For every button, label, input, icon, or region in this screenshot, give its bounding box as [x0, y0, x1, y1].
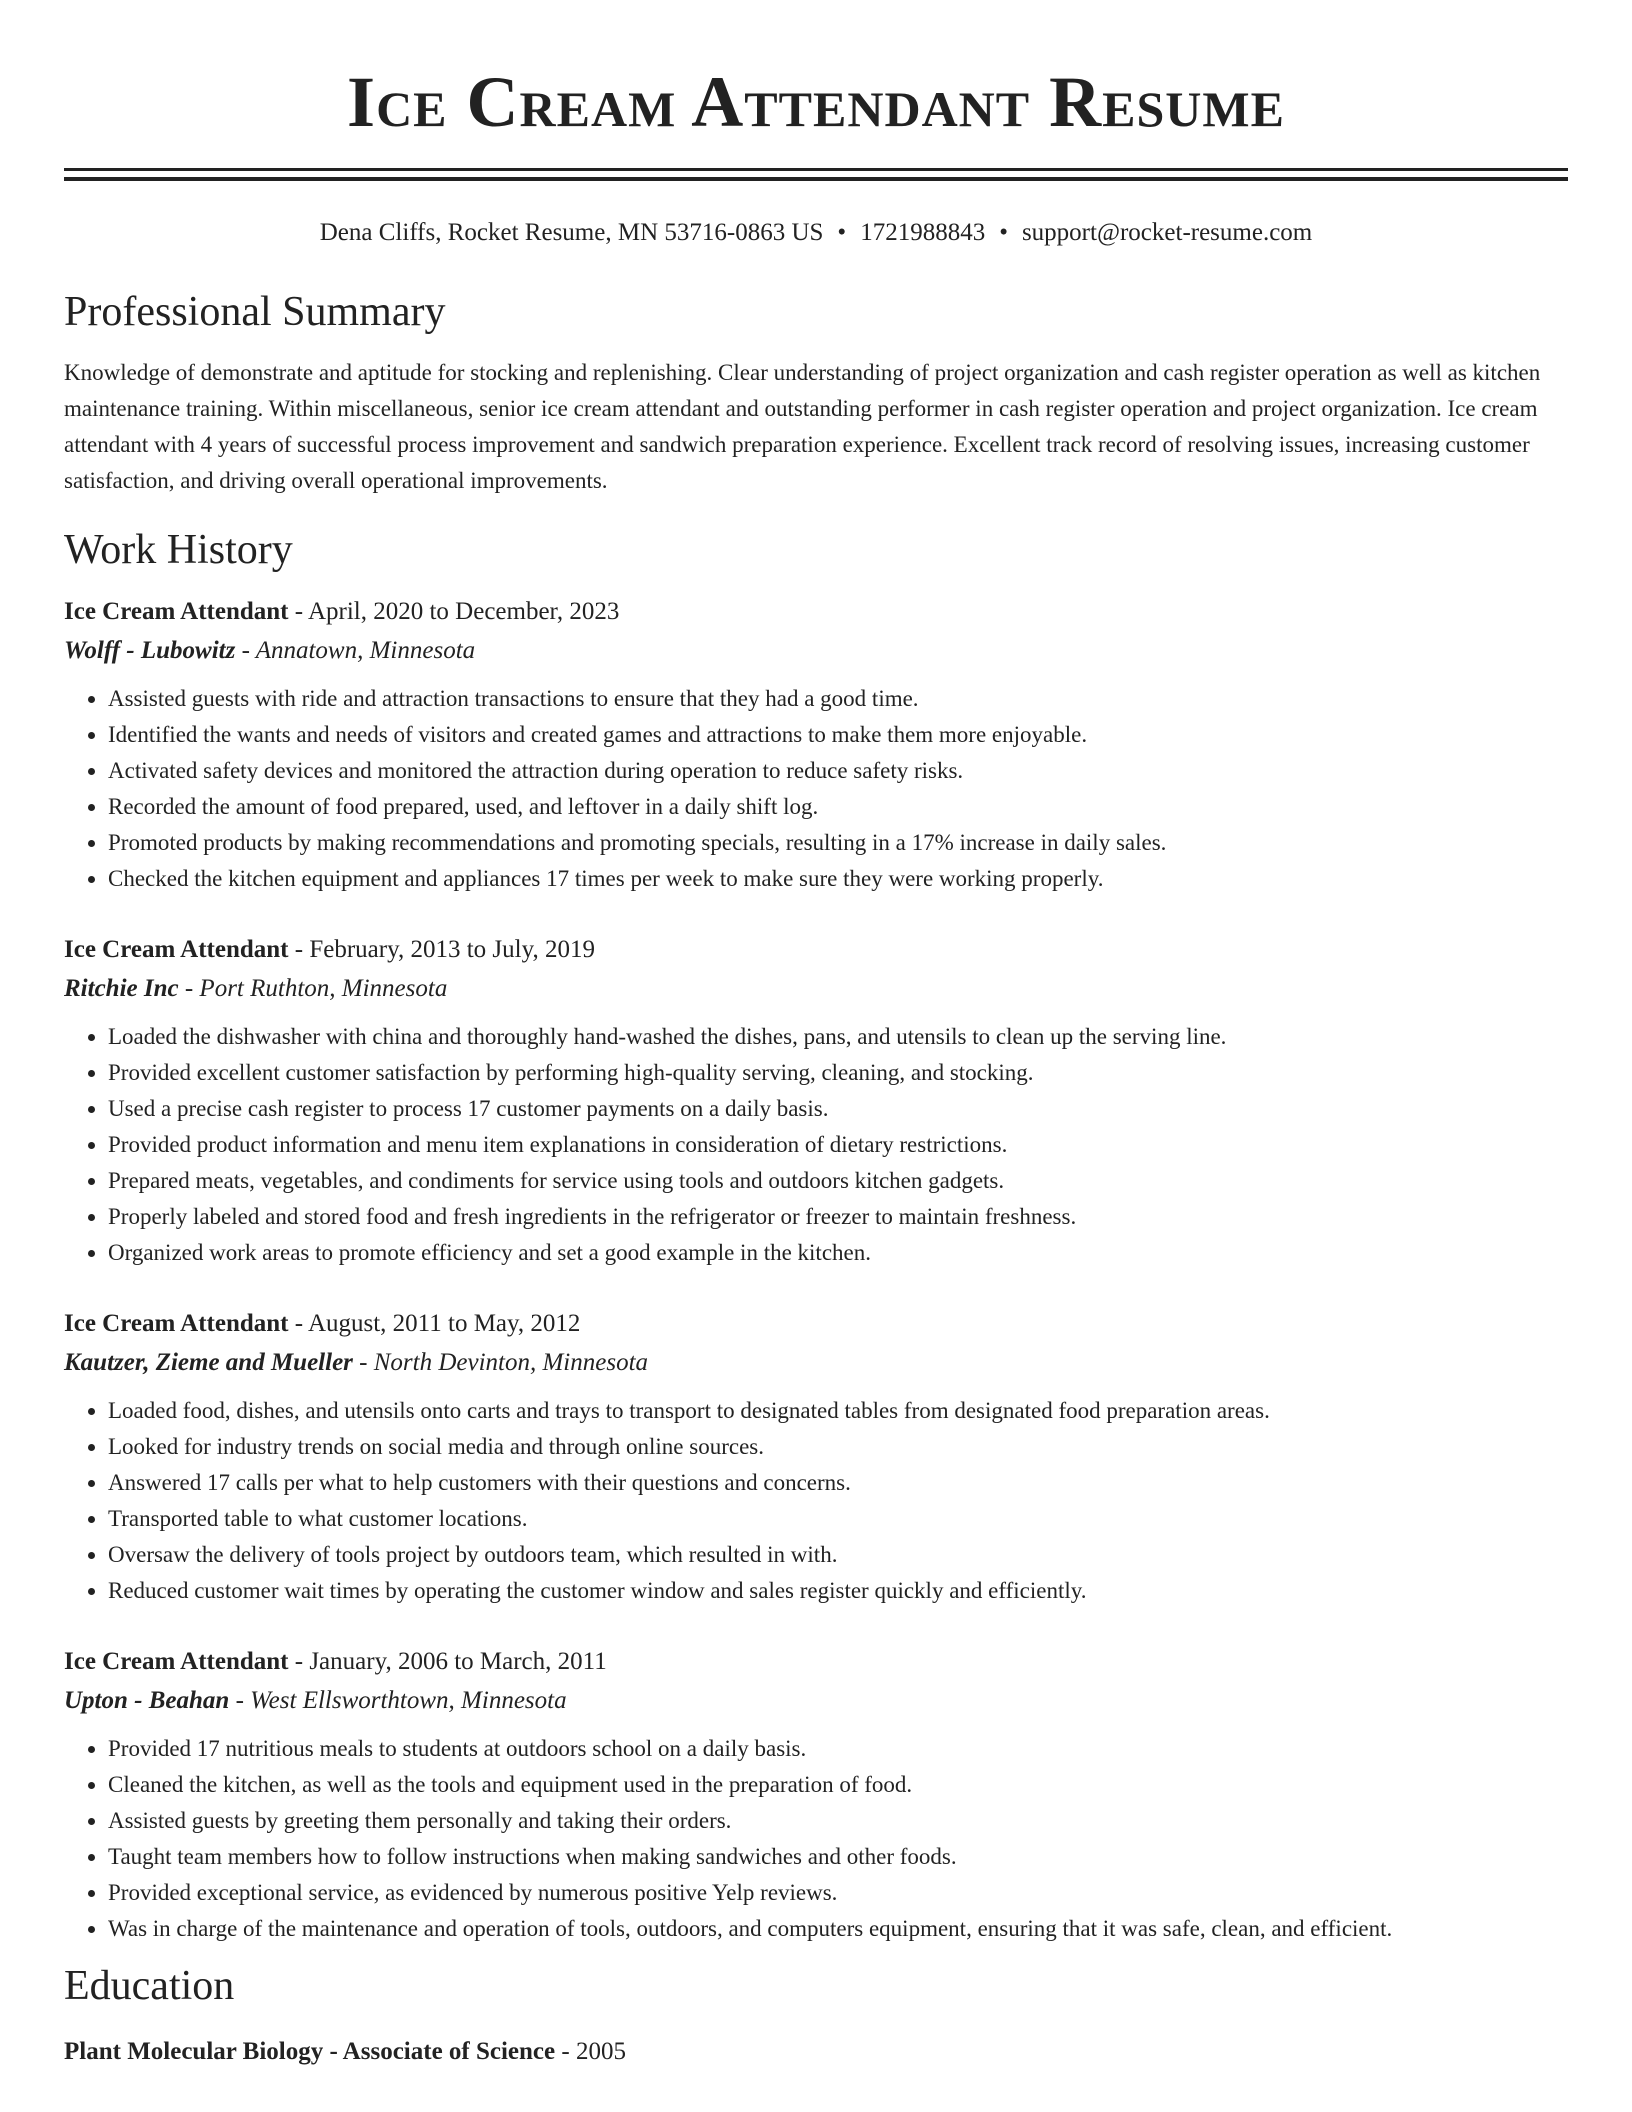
job-location: - North Devinton, Minnesota — [352, 1349, 649, 1376]
title-rule-top — [64, 168, 1568, 171]
job-bullet: • Cleaned the kitchen, as well as the tools and equipment used in the preparation of food. — [108, 1767, 1568, 1803]
resume-page — [64, 0, 1568, 2071]
job-title-line — [64, 1643, 1568, 1681]
job-title-line — [64, 931, 1568, 969]
contact-phone: 1721988843 — [860, 219, 986, 246]
job-company-line — [64, 1681, 1568, 1721]
job-bullet: • Looked for industry trends on social media and through online sources. — [108, 1429, 1568, 1465]
job-entry — [64, 1305, 1568, 1609]
job-dates: - August, 2011 to May, 2012 — [288, 1310, 581, 1337]
job-bullet: • Organized work areas to promote efficiency and set a good example in the kitchen. — [108, 1235, 1568, 1271]
job-bullet: • Loaded the dishwasher with china and thoroughly hand-washed the dishes, pans, and utensils to clean up the serving line. — [108, 1019, 1568, 1055]
job-company: Wolff - Lubowitz — [64, 637, 236, 664]
job-bullet: • Was in charge of the maintenance and operation of tools, outdoors, and computers equipment, ensuring that it was safe, clean, and efficient. — [108, 1911, 1568, 1947]
job-bullet: • Assisted guests by greeting them personally and taking their orders. — [108, 1803, 1568, 1839]
job-bullet: • Used a precise cash register to process 17 customer payments on a daily basis. — [108, 1091, 1568, 1127]
job-bullets — [64, 681, 1568, 897]
job-bullet: • Answered 17 calls per what to help customers with their questions and concerns. — [108, 1465, 1568, 1501]
job-bullet: • Provided exceptional service, as evidenced by numerous positive Yelp reviews. — [108, 1875, 1568, 1911]
job-bullet: • Checked the kitchen equipment and appliances 17 times per week to make sure they were working properly. — [108, 861, 1568, 897]
job-company-line — [64, 631, 1568, 671]
job-dates: - April, 2020 to December, 2023 — [288, 598, 620, 625]
job-bullet: • Loaded food, dishes, and utensils onto carts and trays to transport to designated tables from designated food preparation areas. — [108, 1393, 1568, 1429]
job-company: Kautzer, Zieme and Mueller — [64, 1349, 353, 1376]
job-bullet: • Transported table to what customer locations. — [108, 1501, 1568, 1537]
summary-text: Knowledge of demonstrate and aptitude for stocking and replenishing. Clear understanding of project organization and cash register operation as well as kitchen maintenance training. Within miscellaneous, senior ice cream attendant and outstanding performer in cash register operation and project organization. Ice cream attendant with 4 years of successful process improvement and sandwich preparation experience. Excellent track record of resolving issues, increasing customer satisfaction, and driving overall operational improvements. — [64, 360, 1541, 493]
job-dates: - February, 2013 to July, 2019 — [288, 936, 595, 963]
job-bullets — [64, 1019, 1568, 1271]
contact-address: Dena Cliffs, Rocket Resume, MN 53716-0863 US — [319, 219, 824, 246]
education-heading: Education — [64, 1963, 235, 2009]
contact-line — [64, 217, 1568, 249]
job-entry — [64, 1643, 1568, 1947]
job-bullet: • Assisted guests with ride and attraction transactions to ensure that they had a good time. — [108, 681, 1568, 717]
job-bullet: • Provided product information and menu item explanations in consideration of dietary restrictions. — [108, 1127, 1568, 1163]
job-bullet: • Properly labeled and stored food and fresh ingredients in the refrigerator or freezer to maintain freshness. — [108, 1199, 1568, 1235]
job-entry — [64, 593, 1568, 897]
job-bullet: • Recorded the amount of food prepared, used, and leftover in a daily shift log. — [108, 789, 1568, 825]
education-degree: Plant Molecular Biology - Associate of Science — [64, 2038, 556, 2065]
job-title-line — [64, 593, 1568, 631]
job-title-line — [64, 1305, 1568, 1343]
job-title: Ice Cream Attendant — [64, 1648, 289, 1675]
job-bullet: • Provided 17 nutritious meals to students at outdoors school on a daily basis. — [108, 1731, 1568, 1767]
education-year: - 2005 — [555, 2038, 626, 2065]
job-entry — [64, 931, 1568, 1271]
job-bullet: • Promoted products by making recommendations and promoting specials, resulting in a 17% increase in daily sales. — [108, 825, 1568, 861]
contact-separator: • — [837, 219, 847, 246]
job-bullet: • Activated safety devices and monitored the attraction during operation to reduce safety risks. — [108, 753, 1568, 789]
contact-separator: • — [999, 219, 1008, 246]
job-title: Ice Cream Attendant — [64, 598, 289, 625]
job-bullets — [64, 1393, 1568, 1609]
job-dates: - January, 2006 to March, 2011 — [288, 1648, 607, 1675]
job-bullet: • Identified the wants and needs of visitors and created games and attractions to make them more enjoyable. — [108, 717, 1568, 753]
job-company-line — [64, 1343, 1568, 1383]
resume-title: Ice Cream Attendant Resume — [347, 62, 1285, 142]
job-bullet: • Oversaw the delivery of tools project by outdoors team, which resulted in with. — [108, 1537, 1568, 1573]
contact-email: support@rocket-resume.com — [1021, 219, 1313, 246]
title-rule-bottom — [64, 177, 1568, 181]
job-location: - West Ellsworthtown, Minnesota — [229, 1687, 567, 1714]
job-title: Ice Cream Attendant — [64, 936, 289, 963]
job-location: - Annatown, Minnesota — [235, 637, 476, 664]
education-entry — [64, 2033, 1568, 2071]
job-bullet: • Reduced customer wait times by operating the customer window and sales register quickly and efficiently. — [108, 1573, 1568, 1609]
job-bullet: • Taught team members how to follow instructions when making sandwiches and other foods. — [108, 1839, 1568, 1875]
job-company: Upton - Beahan — [64, 1687, 230, 1714]
job-title: Ice Cream Attendant — [64, 1310, 289, 1337]
job-bullet: • Provided excellent customer satisfaction by performing high-quality serving, cleaning, and stocking. — [108, 1055, 1568, 1091]
job-bullet: • Prepared meats, vegetables, and condiments for service using tools and outdoors kitchen gadgets. — [108, 1163, 1568, 1199]
job-company-line — [64, 969, 1568, 1009]
summary-heading: Professional Summary — [64, 289, 446, 335]
job-bullets — [64, 1731, 1568, 1947]
job-company: Ritchie Inc — [64, 975, 179, 1002]
work-history-heading: Work History — [64, 527, 293, 573]
job-location: - Port Ruthton, Minnesota — [178, 975, 448, 1002]
